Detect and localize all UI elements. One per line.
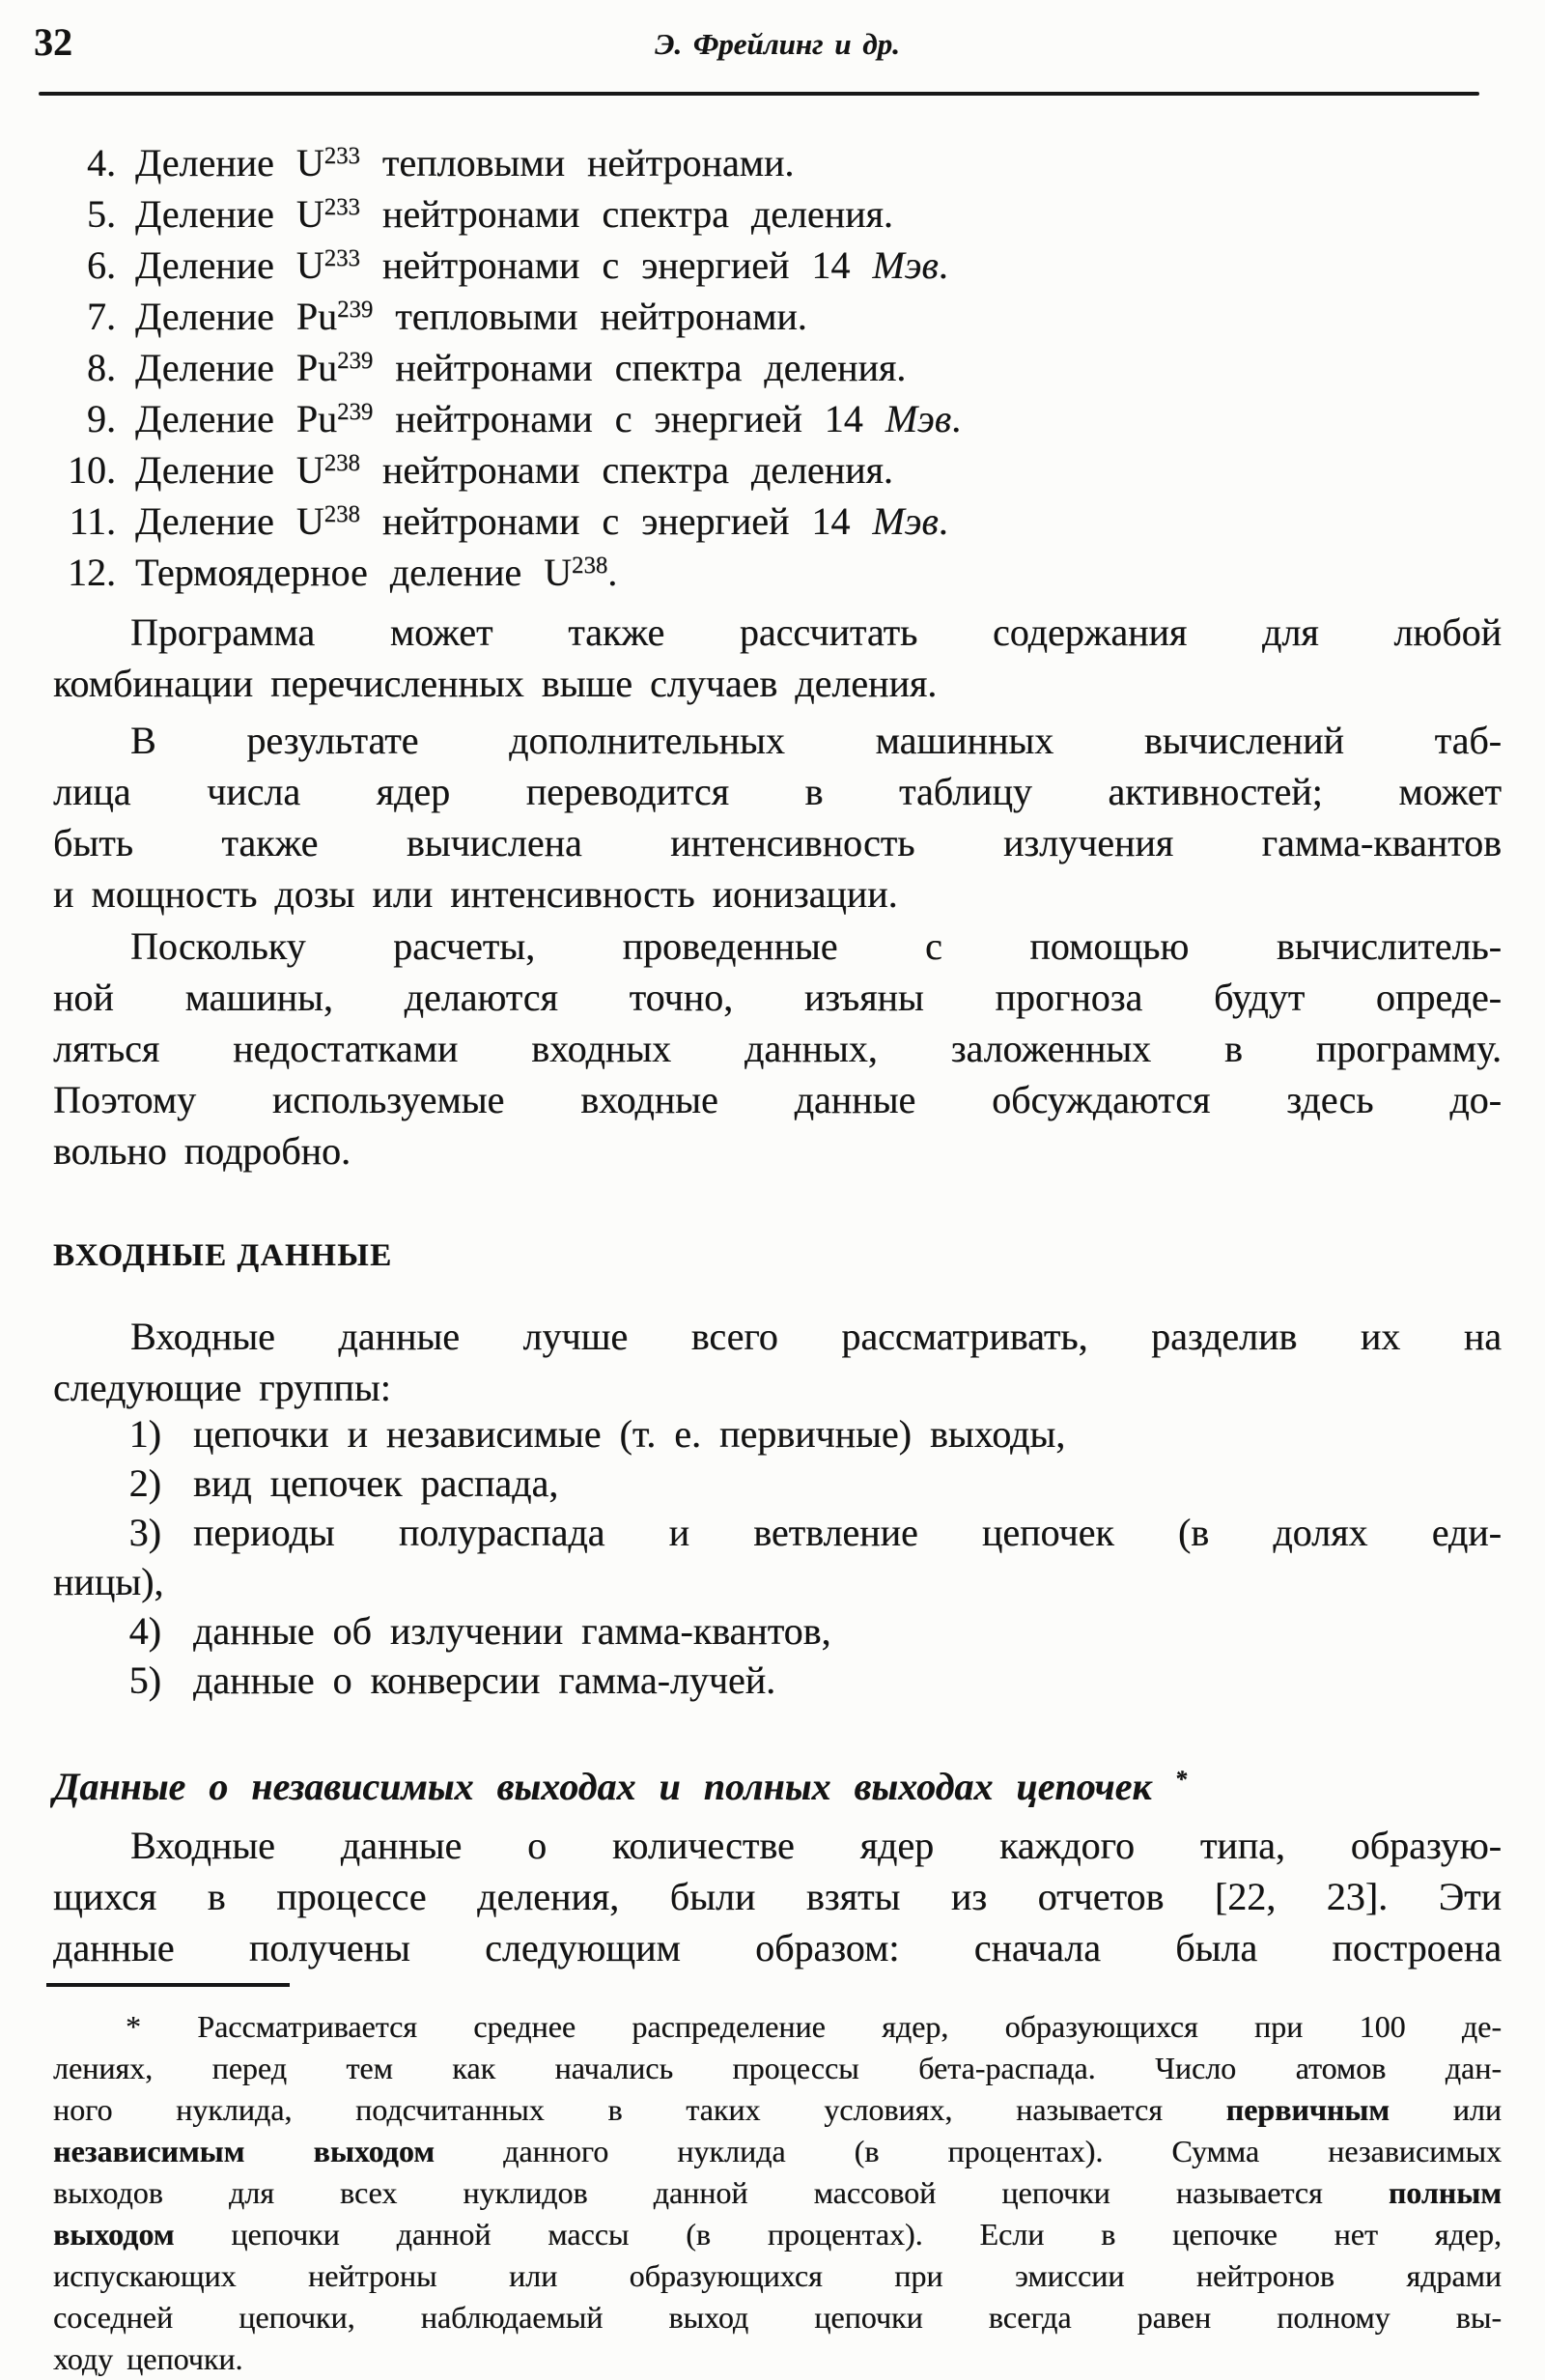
- text-line: лениях, перед тем как начались процессы бета-распада. Число атомов дан-: [53, 2051, 1502, 2085]
- list-item-text: Деление $U^{233}$ тепловыми нейтронами.: [135, 141, 795, 184]
- list-item-text: Деление Pu$^{239}$ тепловыми нейтронами.: [135, 295, 807, 338]
- subsection-heading-yields: [53, 1764, 1502, 1809]
- text-line: выходом цепочки данной массы (в процентах). Если в цепочке нет ядер,: [53, 2217, 1502, 2252]
- list-item: [53, 1508, 1502, 1557]
- list-item-number: 8.: [87, 346, 116, 389]
- fission-cases-list: [53, 137, 1502, 598]
- footnote-text: [53, 2006, 1502, 2380]
- list-item-text: вид цепочек распада,: [193, 1461, 559, 1505]
- list-item: [53, 1459, 1502, 1508]
- list-item: [53, 496, 1502, 547]
- list-item: [53, 342, 1502, 393]
- list-item-number: 6.: [87, 243, 116, 287]
- page-number: 32: [34, 20, 72, 64]
- list-item: [53, 291, 1502, 342]
- text-line: и мощность дозы или интенсивность ионизации.: [53, 872, 898, 916]
- list-item-text: Деление $U^{233}$ нейтронами с энергией 14 Мэв.: [135, 243, 948, 287]
- list-item-text: цепочки и независимые (т. е. первичные) выходы,: [193, 1412, 1066, 1456]
- list-item-text: Деление $U^{233}$ нейтронами спектра деления.: [135, 192, 893, 236]
- text-line: следующие группы:: [53, 1366, 391, 1409]
- text-line: Поэтому используемые входные данные обсуждаются здесь до-: [53, 1078, 1502, 1121]
- list-item-number: 3): [128, 1511, 161, 1554]
- text-line: ного нуклида, подсчитанных в таких условиях, называется первичным или: [53, 2092, 1503, 2127]
- text-line: Программа может также рассчитать содержания для любой: [130, 610, 1502, 654]
- text-line: ной машины, делаются точно, изъяны прогноза будут опреде-: [53, 976, 1502, 1019]
- text-line: Данные о независимых выходах и полных выходах цепочек *: [53, 1765, 1188, 1808]
- list-item: [53, 137, 1502, 188]
- paragraph-yield-data: [53, 1820, 1502, 1973]
- text-line: соседней цепочки, наблюдаемый выход цепочки всегда равен полному вы-: [53, 2300, 1502, 2335]
- input-groups-list: [53, 1409, 1502, 1705]
- list-item: [53, 393, 1502, 444]
- list-item-text: Деление $U^{238}$ нейтронами спектра деления.: [135, 448, 893, 492]
- text-line: данные получены следующим образом: сначала была построена: [53, 1926, 1502, 1969]
- list-item-number: 2): [128, 1461, 161, 1505]
- text-line: В результате дополнительных машинных вычислений таб-: [130, 719, 1502, 762]
- list-item-text: данные о конверсии гамма-лучей.: [193, 1658, 776, 1702]
- text-line: выходов для всех нуклидов данной массовой цепочки называется полным: [53, 2175, 1502, 2210]
- list-item-text: Деление Pu$^{239}$ нейтронами спектра деления.: [135, 346, 907, 389]
- text-line: ходу цепочки.: [53, 2341, 243, 2376]
- text-line: Входные данные о количестве ядер каждого типа, образую-: [130, 1824, 1502, 1867]
- footnote-rule: [46, 1983, 290, 1987]
- list-item: [53, 1409, 1502, 1459]
- list-item-number: 7.: [87, 295, 116, 338]
- list-item-text: данные об излучении гамма-квантов,: [193, 1609, 831, 1653]
- list-item-text: периоды полураспада и ветвление цепочек (в долях еди-: [193, 1511, 1502, 1554]
- paragraph-input-accuracy: [53, 921, 1502, 1176]
- list-item: [53, 1606, 1502, 1656]
- list-item-number: 4): [128, 1609, 161, 1653]
- list-item-number: 11.: [69, 499, 116, 543]
- list-item-number: 5): [128, 1658, 161, 1702]
- list-item-number: 5.: [87, 192, 116, 236]
- list-item: [53, 188, 1502, 240]
- list-item-number: 4.: [87, 141, 116, 184]
- list-item: [53, 1656, 1502, 1705]
- list-item-continuation: ницы),: [53, 1560, 164, 1603]
- text-line: щихся в процессе деления, были взяты из отчетов [22, 23]. Эти: [53, 1875, 1502, 1918]
- paragraph-groups-intro: [53, 1311, 1502, 1413]
- text-line: быть также вычислена интенсивность излучения гамма-квантов: [53, 821, 1502, 864]
- text-line: Входные данные лучше всего рассматривать, разделив их на: [130, 1315, 1502, 1358]
- list-item-number: 9.: [87, 397, 116, 440]
- list-item-number: 12.: [68, 551, 116, 594]
- list-item: [53, 240, 1502, 291]
- list-item: [53, 444, 1502, 496]
- list-item-text: Термоядерное деление $U^{238}$.: [135, 551, 618, 594]
- text-line: лица числа ядер переводится в таблицу активностей; может: [53, 770, 1502, 813]
- text-line: вольно подробно.: [53, 1129, 351, 1173]
- text-line: испускающих нейтроны или образующихся при эмиссии нейтронов ядрами: [53, 2258, 1502, 2293]
- list-item-number: 1): [128, 1412, 161, 1456]
- text-line: комбинации перечисленных выше случаев деления.: [53, 662, 938, 705]
- paragraph-activity-table: [53, 715, 1502, 920]
- list-item-text: Деление Pu$^{239}$ нейтронами с энергией 14 Мэв.: [135, 397, 962, 440]
- text-line: ляться недостатками входных данных, заложенных в программу.: [53, 1027, 1502, 1070]
- section-heading-input-data: ВХОДНЫЕ ДАННЫЕ: [53, 1238, 393, 1273]
- paragraph-combinations: [53, 607, 1502, 709]
- text-line: * Рассматривается среднее распределение ядер, образующихся при 100 де-: [126, 2009, 1502, 2044]
- header-rule: [39, 92, 1479, 96]
- text-line: Поскольку расчеты, проведенные с помощью вычислитель-: [130, 924, 1502, 968]
- list-item-number: 10.: [68, 448, 116, 492]
- text-line: независимым выходом данного нуклида (в процентах). Сумма независимых: [53, 2134, 1503, 2168]
- list-item: [53, 547, 1502, 598]
- list-item-text: Деление $U^{238}$ нейтронами с энергией 14 Мэв.: [135, 499, 948, 543]
- running-head: Э. Фрейлинг и др.: [655, 27, 900, 61]
